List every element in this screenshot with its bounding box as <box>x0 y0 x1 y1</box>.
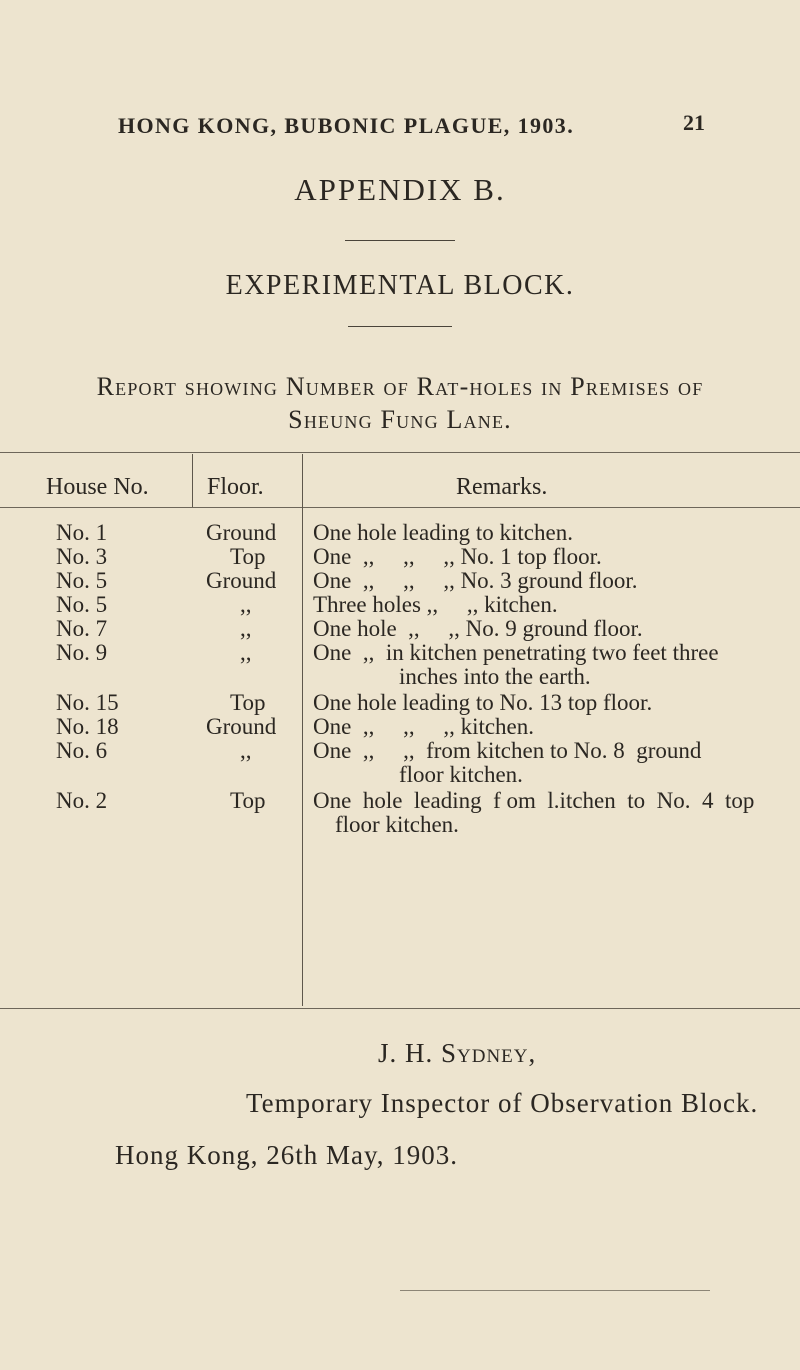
remark-line: One hole ,, ,, No. 9 ground floor. <box>313 616 643 641</box>
table-cell-floor: Top <box>230 544 266 569</box>
page-number: 21 <box>683 110 705 135</box>
table-cell-remarks <box>313 617 713 641</box>
table-cell-floor: ,, <box>240 592 252 617</box>
table-cell-house: No. 2 <box>56 788 108 813</box>
table-cell-house: No. 5 <box>56 568 108 593</box>
table-cell-floor: ,, <box>240 640 252 665</box>
bottom-rule <box>400 1290 710 1291</box>
table-cell-remarks <box>313 545 713 569</box>
table-cell-house: No. 1 <box>56 520 108 545</box>
remark-line: One ,, ,, from kitchen to No. 8 ground <box>313 738 702 763</box>
table-cell-house: No. 18 <box>56 714 119 739</box>
remark-line: One ,, in kitchen penetrating two feet three <box>313 640 719 665</box>
remark-line: One ,, ,, ,, No. 3 ground floor. <box>313 568 638 593</box>
table-cell-house: No. 6 <box>56 738 108 763</box>
table-cell-floor: Ground <box>206 568 277 593</box>
table-cell-remarks <box>313 593 713 617</box>
table-cell-house: No. 5 <box>56 592 108 617</box>
column-header-remarks: Remarks. <box>456 474 548 500</box>
remark-line: One ,, ,, ,, No. 1 top floor. <box>313 544 602 569</box>
remark-line: Three holes ,, ,, kitchen. <box>313 592 558 617</box>
table-cell-floor: Top <box>230 788 266 813</box>
table-top-rule <box>0 452 800 453</box>
table-cell-house: No. 3 <box>56 544 108 569</box>
column-divider <box>302 454 303 1006</box>
remark-line: floor kitchen. <box>335 812 459 837</box>
remark-line: One hole leading to kitchen. <box>313 520 573 545</box>
table-cell-floor: ,, <box>240 738 252 763</box>
remark-line: One hole leading to No. 13 top floor. <box>313 690 653 715</box>
column-divider <box>192 454 193 507</box>
signatory-title: Temporary Inspector of Observation Block. <box>246 1088 759 1118</box>
table-cell-floor: Ground <box>206 520 277 545</box>
remark-line: One hole leading f om l.itchen to No. 4 top <box>313 788 755 813</box>
table-cell-remarks <box>313 715 713 739</box>
table-cell-floor: Top <box>230 690 266 715</box>
report-title-line: Sheung Fung Lane. <box>288 405 512 435</box>
table-cell-remarks <box>313 788 755 837</box>
table-cell-floor: Ground <box>206 714 277 739</box>
table-cell-house: No. 7 <box>56 616 108 641</box>
remark-line: One ,, ,, ,, kitchen. <box>313 714 535 739</box>
table-bottom-rule <box>0 1008 800 1009</box>
block-title: EXPERIMENTAL BLOCK. <box>225 270 575 301</box>
table-header-rule <box>0 507 800 508</box>
column-header-house: House No. <box>46 474 149 500</box>
table-cell-remarks <box>313 739 713 787</box>
remark-line: inches into the earth. <box>399 664 591 689</box>
table-cell-house: No. 9 <box>56 640 108 665</box>
report-title-line: Report showing Number of Rat-holes in Premises of <box>96 372 704 401</box>
dateline: Hong Kong, 26th May, 1903. <box>115 1140 458 1170</box>
table-cell-remarks <box>313 640 719 689</box>
running-head: HONG KONG, BUBONIC PLAGUE, 1903. <box>118 113 575 138</box>
table-cell-remarks <box>313 521 713 545</box>
column-header-floor: Floor. <box>207 474 264 500</box>
table-cell-remarks <box>313 691 713 715</box>
signatory-name: J. H. Sydney, <box>378 1038 537 1068</box>
appendix-heading: APPENDIX B. <box>294 172 506 207</box>
table-cell-floor: ,, <box>240 616 252 641</box>
table-cell-remarks <box>313 569 713 593</box>
table-cell-house: No. 15 <box>56 690 119 715</box>
remark-line: floor kitchen. <box>399 762 523 787</box>
